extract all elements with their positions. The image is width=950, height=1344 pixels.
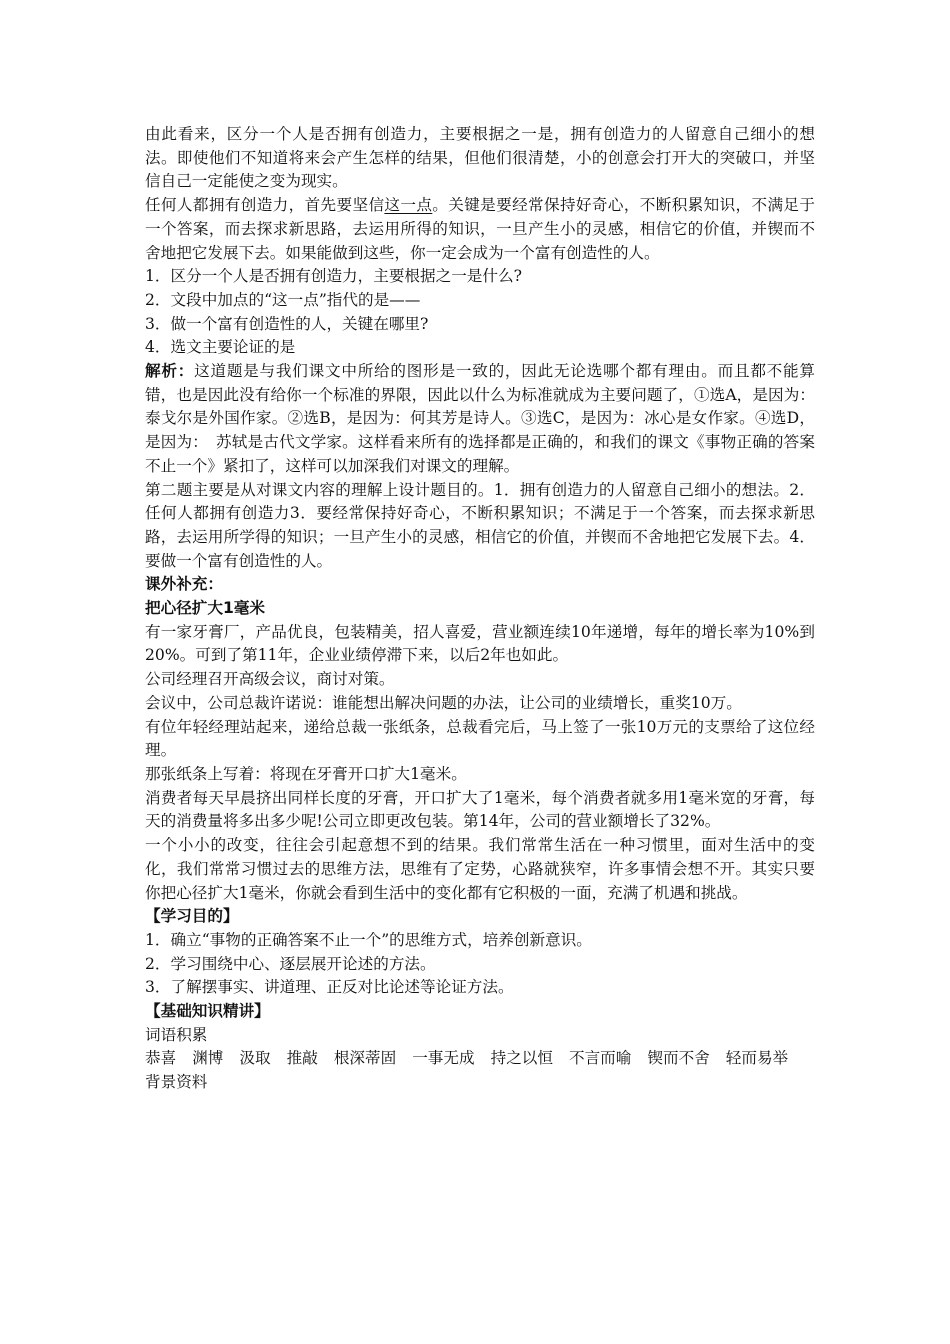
story-title: 把心径扩大1毫米 [145, 599, 266, 618]
analysis-text: 这道题是与我们课文中所给的图形是一致的，因此无论选哪个都有理由。而且都不能算错，也是因此没有给你一个标准的界限，因此以什么为标准就成为主要问题了，①选A，是因为：泰戈尔是外国作家。②选B，是因为：何其芳是诗人。③选C，是因为：冰心是女作家。④选D，是因为： 苏轼是古代文学家。这样看来所有的选择都是正确的，和我们的课文《事物正确的答案不止一个》紧扣了，这样可以加深我们对课文的理解。 [145, 362, 815, 475]
paragraph-text: 任何人都拥有创造力，首先要坚信 [145, 196, 385, 215]
vocab-word: 渊博 [192, 1049, 224, 1068]
vocab-word: 一事无成 [412, 1049, 475, 1068]
document-body [145, 123, 815, 1095]
vocab-label: 词语积累 [145, 1025, 208, 1044]
goal-item: 3．了解摆事实、讲道理、正反对比论述等论证方法。 [145, 978, 514, 997]
vocab-list [145, 1047, 815, 1071]
vocab-word: 轻而易举 [725, 1049, 789, 1068]
story-paragraph: 会议中，公司总裁许诺说：谁能想出解决问题的办法，让公司的业绩增长，重奖10万。 [145, 693, 742, 712]
vocab-word: 不言而喻 [568, 1049, 632, 1068]
emphasized-phrase: 这一点 [384, 196, 433, 215]
story-paragraph: 公司经理召开高级会议，商讨对策。 [145, 670, 395, 689]
question-4: 4．选文主要论证的是 [145, 338, 296, 357]
analysis-second: 第二题主要是从对课文内容的理解上设计题目的。1．拥有创造力的人留意自己细小的想法。2．任何人都拥有创造力3．要经常保持好奇心，不断积累知识；不满足于一个答案，而去探求新思路，去运用所学得的知识；一旦产生小的灵感，相信它的价值，并锲而不舍地把它发展下去。4．要做一个富有创造性的人。 [145, 480, 815, 570]
question-2: 2．文段中加点的“这一点”指代的是—— [145, 290, 421, 309]
vocab-word: 根深蒂固 [333, 1049, 397, 1068]
story-paragraph: 那张纸条上写着：将现在牙膏开口扩大1毫米。 [145, 764, 467, 783]
goals-heading: 【学习目的】 [145, 907, 239, 926]
analysis-paragraph [145, 360, 815, 479]
paragraph-everyone-creative [145, 194, 815, 265]
vocab-word: 汲取 [239, 1049, 271, 1068]
basics-heading: 【基础知识精讲】 [145, 1002, 270, 1021]
story-paragraph: 有一家牙膏厂，产品优良，包装精美，招人喜爱，营业额连续10年递增，每年的增长率为10%到20%。可到了第11年，企业业绩停滞下来，以后2年也如此。 [145, 622, 815, 665]
paragraph-conclusion: 由此看来，区分一个人是否拥有创造力，主要根据之一是，拥有创造力的人留意自己细小的想法。即使他们不知道将来会产生怎样的结果，但他们很清楚，小的创意会打开大的突破口，并坚信自己一定能使之变为现实。 [145, 125, 815, 191]
vocab-word: 持之以恒 [490, 1049, 553, 1068]
background-label: 背景资料 [145, 1073, 208, 1092]
question-3: 3．做一个富有创造性的人，关键在哪里? [145, 314, 429, 333]
question-1: 1．区分一个人是否拥有创造力，主要根据之一是什么? [145, 267, 522, 286]
story-paragraph: 有位年轻经理站起来，递给总裁一张纸条，总裁看完后，马上签了一张10万元的支票给了这位经理。 [145, 717, 815, 760]
vocab-word: 恭喜 [145, 1049, 177, 1068]
story-paragraph: 消费者每天早晨挤出同样长度的牙膏，开口扩大了1毫米，每个消费者就多用1毫米宽的牙膏，每天的消费量将多出多少呢!公司立即更改包装。第14年，公司的营业额增长了32%。 [145, 788, 815, 831]
paragraph-text: 。关键是要经常保持好奇心，不断积累知识，不满足于一个答案，而去探求新思路，去运用所得的知识，一旦产生小的灵感，相信它的价值，并锲而不舍地把它发展下去。如果能做到这些，你一定会成为一个富有创造性的人。 [145, 196, 815, 262]
goal-item: 1．确立“事物的正确答案不止一个”的思维方式，培养创新意识。 [145, 930, 592, 949]
goal-item: 2．学习围绕中心、逐层展开论述的方法。 [145, 954, 436, 973]
vocab-word: 锲而不舍 [647, 1049, 710, 1068]
supplement-heading: 课外补充： [145, 575, 223, 594]
vocab-word: 推敲 [286, 1049, 318, 1068]
story-paragraph: 一个小小的改变，往往会引起意想不到的结果。我们常常生活在一种习惯里，面对生活中的变化，我们常常习惯过去的思维方法，思维有了定势，心路就狭窄，许多事情会想不开。其实只要你把心径扩大1毫米，你就会看到生活中的变化都有它积极的一面，充满了机遇和挑战。 [145, 836, 815, 902]
analysis-label: 解析： [145, 362, 195, 381]
